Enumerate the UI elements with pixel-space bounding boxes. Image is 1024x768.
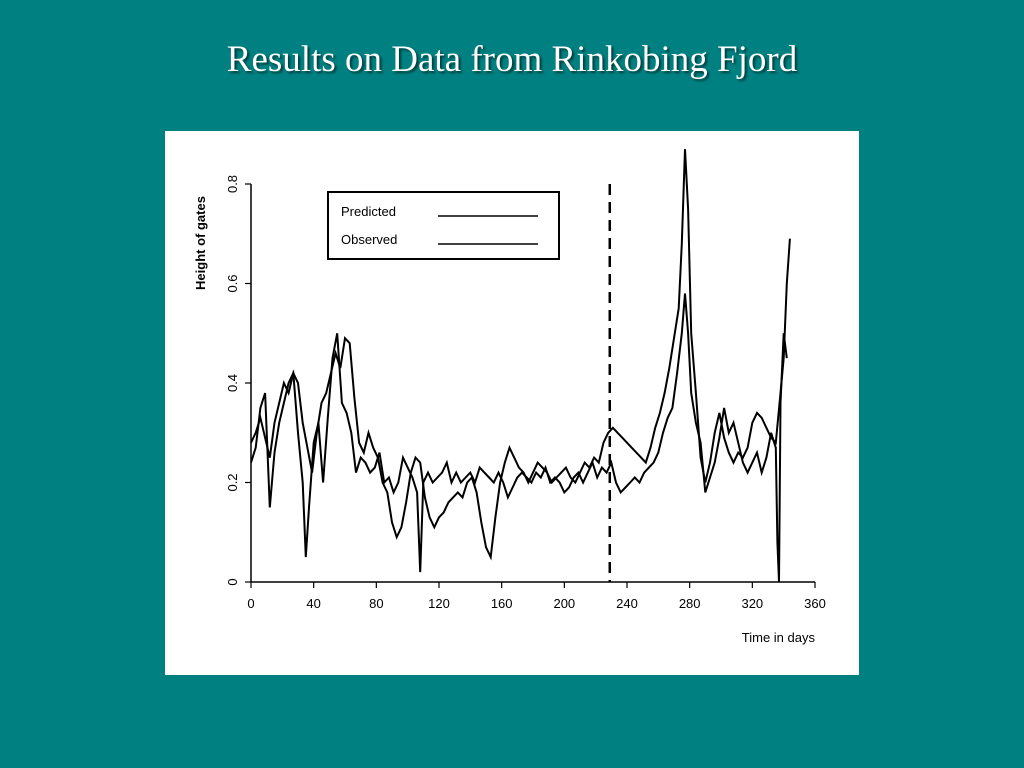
x-tick-label: 160 <box>490 596 513 611</box>
y-tick-label: 0.2 <box>225 473 240 492</box>
y-tick-label: 0.4 <box>225 373 240 393</box>
legend-label-observed: Observed <box>341 232 398 247</box>
y-axis-label: Height of gates <box>193 196 208 290</box>
x-tick-label: 280 <box>678 596 701 611</box>
x-tick-label: 40 <box>306 596 321 611</box>
y-tick-label: 0.6 <box>225 274 240 293</box>
x-tick-label: 80 <box>369 596 384 611</box>
x-tick-label: 360 <box>804 596 826 611</box>
chart-legend <box>328 192 559 259</box>
x-axis-label: Time in days <box>741 630 815 645</box>
series-line-observed <box>251 294 787 583</box>
x-tick-label: 0 <box>247 596 255 611</box>
line-chart <box>165 131 859 675</box>
y-tick-label: 0.8 <box>225 174 240 194</box>
chart-panel <box>165 131 859 675</box>
legend-box <box>328 192 559 259</box>
x-tick-label: 240 <box>616 596 638 611</box>
y-tick-label: 0 <box>225 578 240 586</box>
legend-label-predicted: Predicted <box>341 204 396 219</box>
x-tick-label: 200 <box>553 596 576 611</box>
slide-title: Results on Data from Rinkobing Fjord <box>226 39 798 80</box>
x-tick-label: 120 <box>428 596 450 611</box>
x-tick-label: 320 <box>741 596 764 611</box>
